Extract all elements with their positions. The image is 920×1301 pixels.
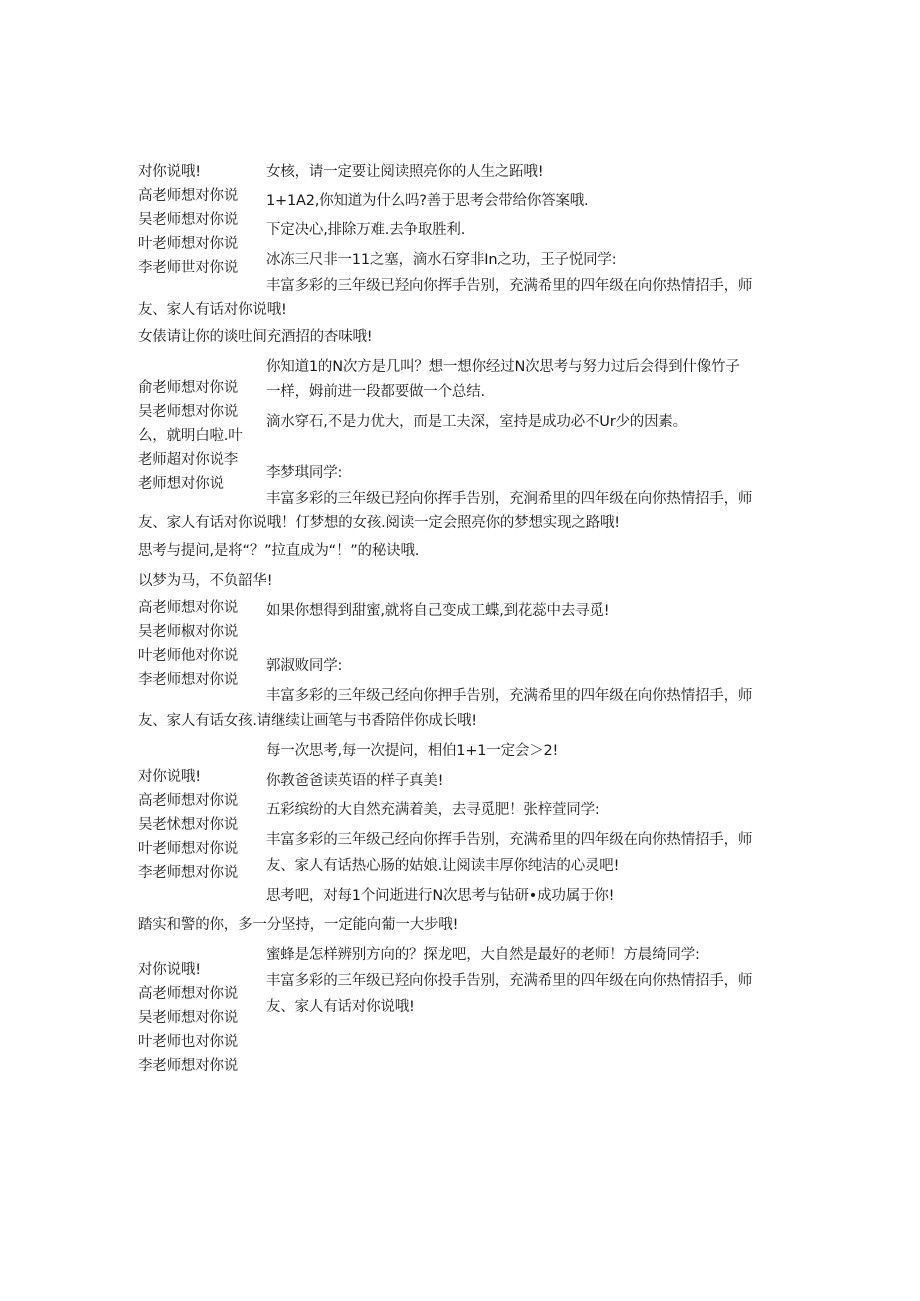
message-line: 滴水穿石,不是力优大，而是工夫深，室持是成功必不Ur少的因素。 bbox=[266, 414, 687, 430]
left-text-line: 李老师世对你说 bbox=[138, 260, 239, 276]
left-text-line: 对你说哦! bbox=[138, 164, 201, 180]
paragraph-line: 丰富多彩的三年级已羟向你投手告别，充满希里的四年级在向你热情招手，师 bbox=[266, 973, 753, 989]
paragraph-line: 丰富多彩的三年级已羟向你挥手告别，充满希里的四年级在向你热情招手，师 bbox=[266, 278, 753, 294]
left-text-line: 老师超对你说李 bbox=[138, 452, 239, 468]
paragraph-line: 友、家人有话女孩.请继续让画笔与书香陪伴你成长哦! bbox=[138, 713, 477, 729]
left-text-line: 高老师想对你说 bbox=[138, 793, 239, 809]
paragraph-line: 友、家人有话对你说哦! bbox=[266, 999, 415, 1015]
message-line: 女核，请一定要让阅读照亮你的人生之跖哦! bbox=[266, 164, 544, 180]
left-text-line: 老师想对你说 bbox=[138, 476, 224, 492]
left-text-line: 叶老师他对你说 bbox=[138, 648, 239, 664]
left-text-line: 叶老师也对你说 bbox=[138, 1034, 239, 1050]
left-text-line: 叶老师想对你说 bbox=[138, 236, 239, 252]
left-text-line: 吴老师想对你说 bbox=[138, 212, 239, 228]
paragraph-line: 以梦为马，不负韶华! bbox=[138, 573, 273, 589]
message-line: 你知道1的N次方是几叫？想一想你经过N次思考与努力过后会得到什像竹子 bbox=[266, 359, 740, 375]
message-line: 五彩缤纷的大自然充满着美，去寻觅肥！张梓萱同学: bbox=[266, 802, 600, 818]
message-line: 一样，姆前进一段都要做一个总结. bbox=[266, 384, 485, 400]
left-text-line: 对你说哦! bbox=[138, 769, 201, 785]
paragraph-line: 女俵请让你的谈吐间充酒招的杏味哦! bbox=[138, 329, 373, 345]
message-line: 下定决心,排除万难.去争取胜利. bbox=[266, 222, 466, 238]
left-text-line: 叶老师想对你说 bbox=[138, 841, 239, 857]
paragraph-line: 思考与提问,是将“？”拉直成为“！”的秘诀哦. bbox=[138, 543, 420, 559]
left-text-line: 李老师想对你说 bbox=[138, 865, 239, 881]
left-text-line: 高老师想对你说 bbox=[138, 986, 239, 1002]
message-line: 如果你想得到甜蜜,就将自己变成工蝶,到花蕊中去寻觅! bbox=[266, 603, 610, 619]
message-line: 每一次思考,每一次提问，相伯1+1一定会＞2! bbox=[266, 743, 559, 759]
left-text-line: 吴老师想对你说 bbox=[138, 1010, 239, 1026]
message-line: 你教爸爸读英语的样子真美! bbox=[266, 773, 444, 789]
left-text-line: 李老师想对你说 bbox=[138, 1058, 239, 1074]
paragraph-line: 踏实和警的你，多一分坚持，一定能向葡一大步哦! bbox=[138, 917, 459, 933]
left-text-line: 吴老师想对你说 bbox=[138, 404, 239, 420]
left-text-line: 么，就明白啦.叶 bbox=[138, 428, 243, 444]
paragraph-line: 友、家人有话对你说哦! bbox=[138, 302, 287, 318]
paragraph-line: 丰富多彩的三年级已羟向你挥手告别，充涧希里的四年级在向你热情招手，师 bbox=[266, 491, 753, 507]
paragraph-line: 丰富多彩的三年级己经向你挥手告别，充满希里的四年级在向你热情招手，师 bbox=[266, 832, 753, 848]
message-line: 冰冻三尺非一11之塞，滴水石穿非In之功，王子悦同学: bbox=[266, 252, 617, 268]
message-line: 蜜蜂是怎样辨别方向的？探龙吧，大自然是最好的老师！方晨绮同学: bbox=[266, 947, 700, 963]
left-text-line: 吴老师椒对你说 bbox=[138, 624, 239, 640]
left-text-line: 李老师想对你说 bbox=[138, 672, 239, 688]
message-line: 思考吧，对每1个问逝进行N次思考与钻研•成功属于你! bbox=[266, 888, 615, 904]
message-line: 郭淑败同学: bbox=[266, 658, 343, 674]
paragraph-line: 友、家人有话对你说哦！仃梦想的女孩.阅读一定会照亮你的梦想实现之路哦! bbox=[138, 515, 620, 531]
left-text-line: 高老师想对你说 bbox=[138, 188, 239, 204]
left-text-line: 对你说哦! bbox=[138, 962, 201, 978]
left-text-line: 俞老师想对你说 bbox=[138, 380, 239, 396]
paragraph-line: 友、家人有话热心肠的姑娘.让阅读丰厚你纯洁的心灵吧! bbox=[266, 858, 620, 874]
message-line: 1+1A2,你知道为什么吗?善于思考会带给你答案哦. bbox=[266, 193, 589, 209]
left-text-line: 吴老怵想对你说 bbox=[138, 817, 239, 833]
message-line: 李梦琪同学: bbox=[266, 465, 343, 481]
paragraph-line: 丰富多彩的三年级己经向你押手告别，充满希里的四年级在向你热情招手，师 bbox=[266, 688, 753, 704]
left-text-line: 高老师想对你说 bbox=[138, 600, 239, 616]
